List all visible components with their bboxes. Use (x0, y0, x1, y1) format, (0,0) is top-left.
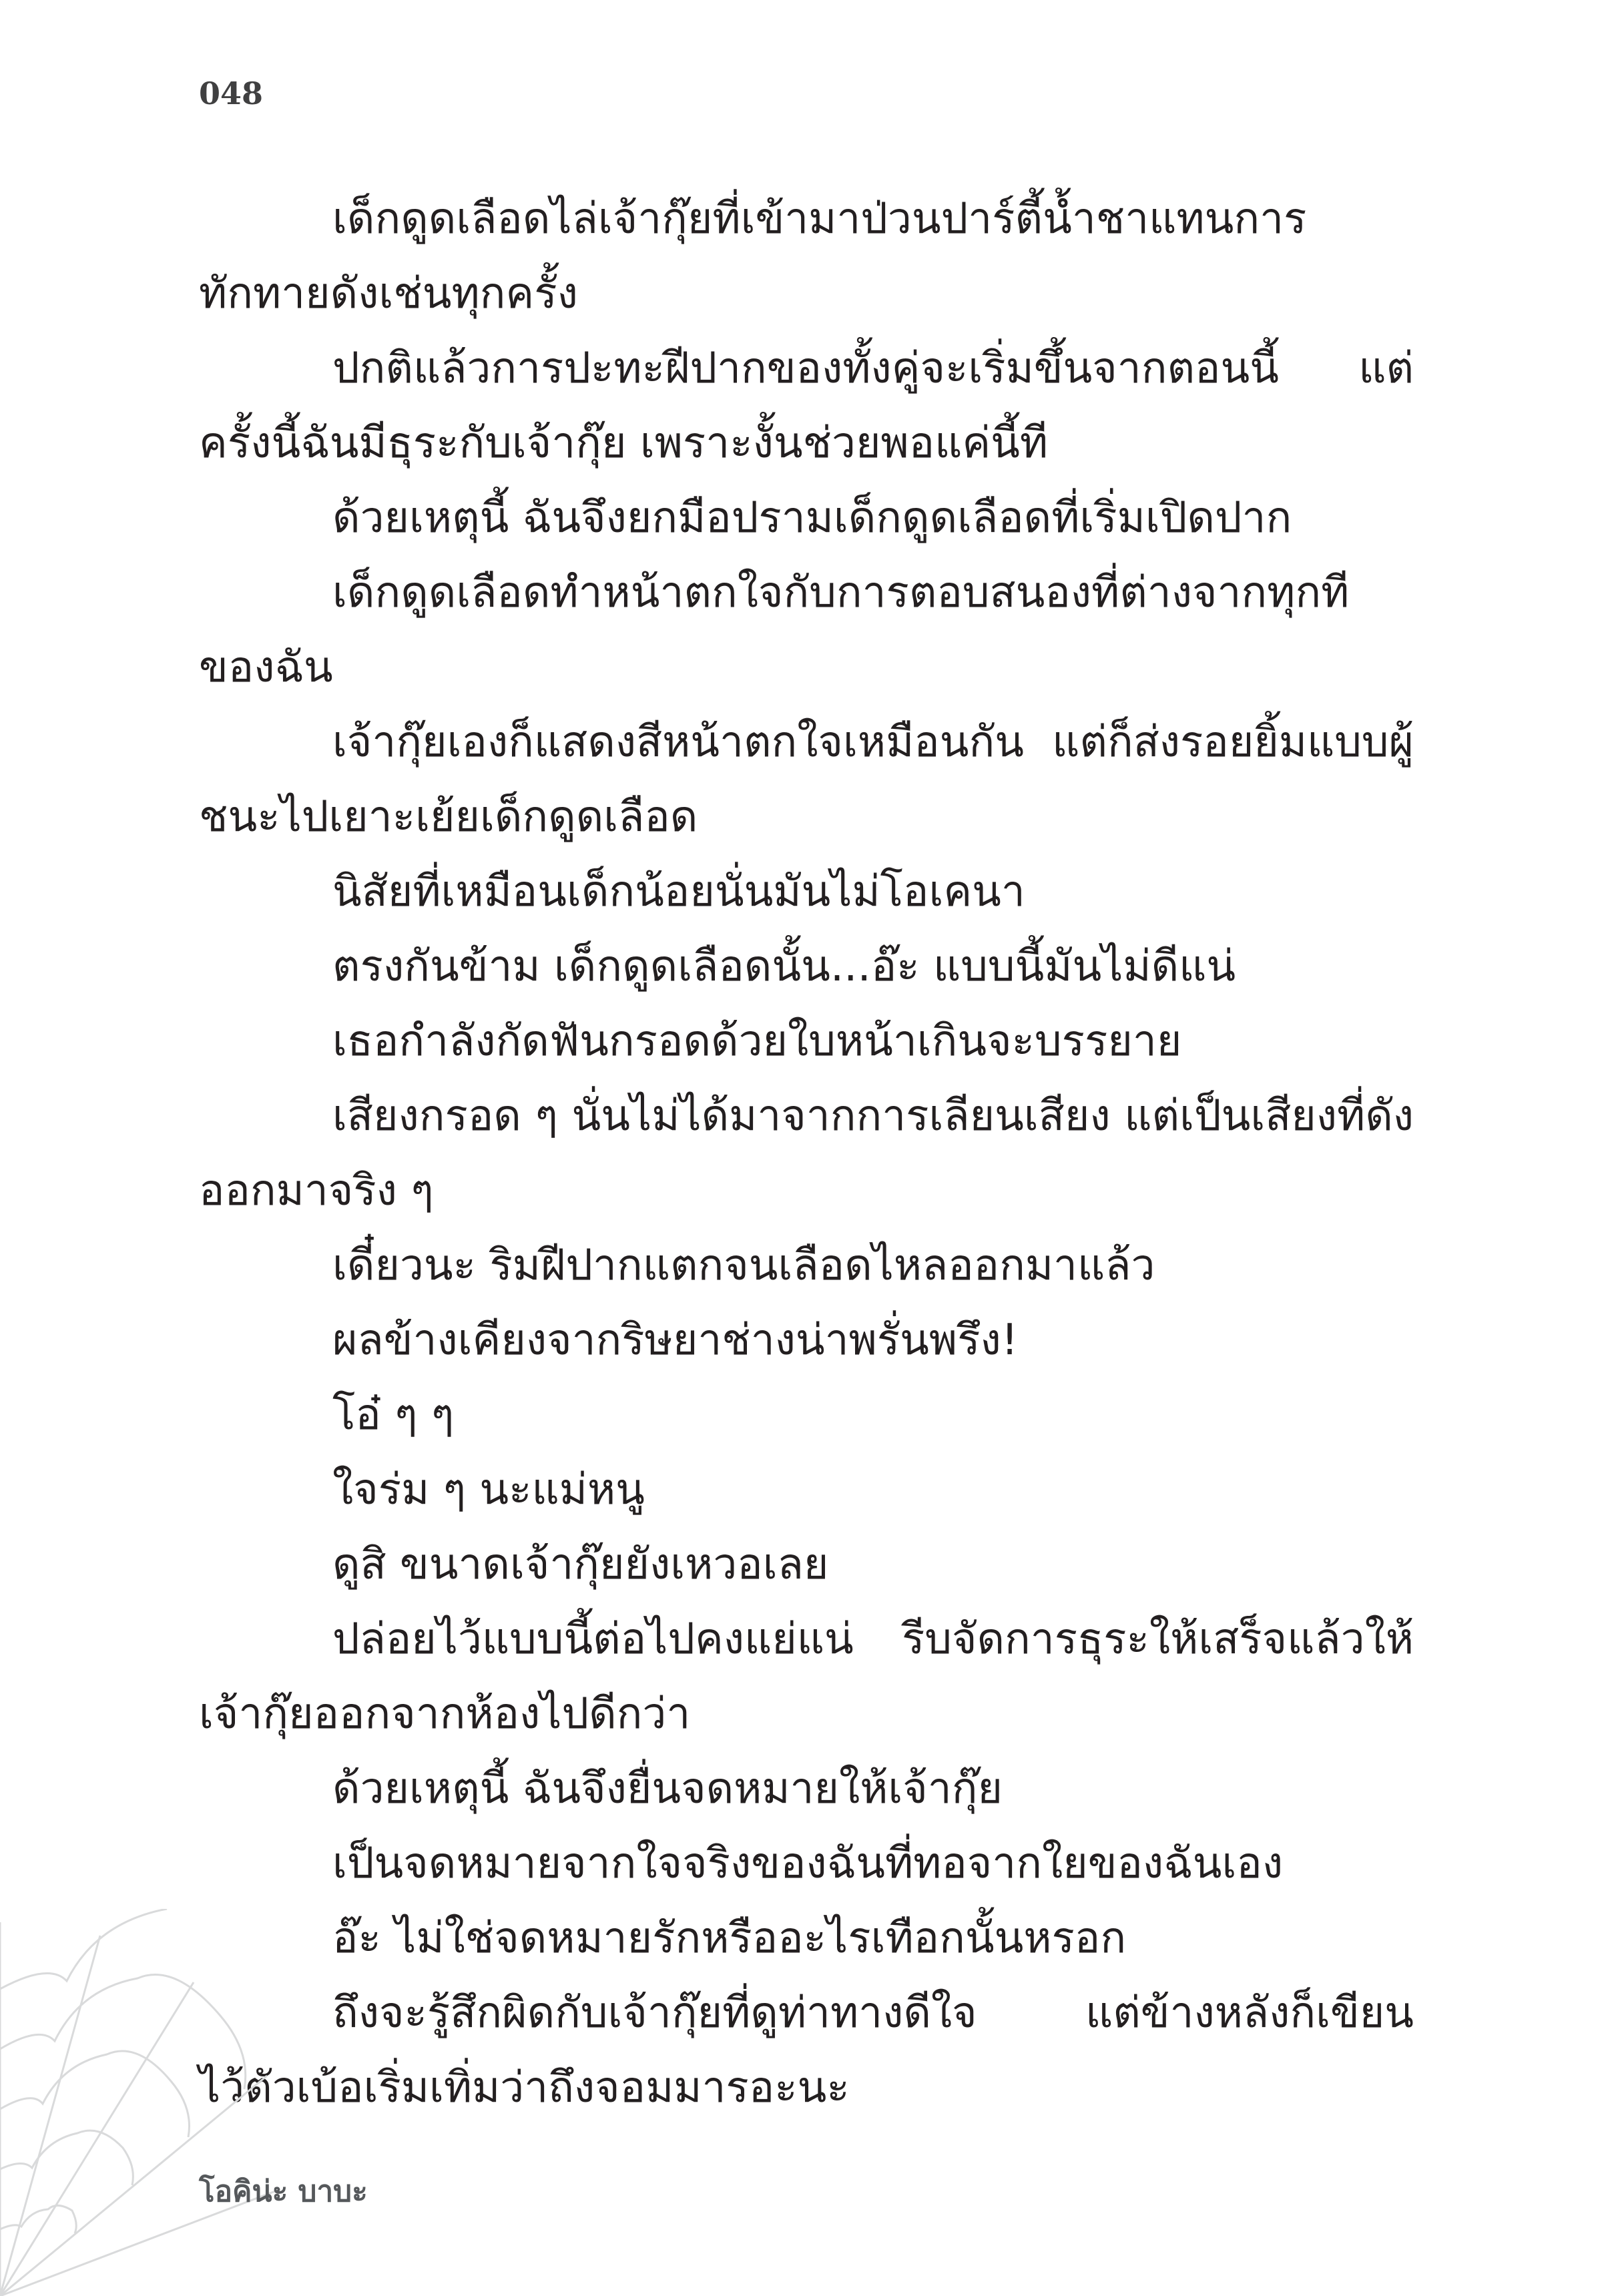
paragraph: นิสัยที่เหมือนเด็กน้อยนั่นมันไม่โอเคนา (332, 867, 1025, 916)
paragraph: ผลข้างเคียงจากริษยาช่างน่าพรั่นพรึง! (332, 1316, 1019, 1365)
paragraph: ดูสิ ขนาดเจ้ากุ๊ยยังเหวอเลย (332, 1540, 829, 1589)
paragraph: ใจร่ม ๆ นะแม่หนู (332, 1465, 645, 1514)
paragraph: ตรงกันข้าม เด็กดูดเลือดนั้น...อ๊ะ แบบนี้มันไม่ดีแน่ (332, 942, 1236, 991)
paragraph: เจ้ากุ๊ยเองก็แสดงสีหน้าตกใจเหมือนกัน แต่ก็ส่งรอยยิ้มแบบผู้ชนะไปเยาะเย้ยเด็กดูดเลือด (199, 718, 1414, 842)
paragraph: อ๊ะ ไม่ใช่จดหมายรักหรืออะไรเทือกนั้นหรอก (332, 1914, 1127, 1963)
paragraph: ปล่อยไว้แบบนี้ต่อไปคงแย่แน่ รีบจัดการธุระให้เสร็จแล้วให้เจ้ากุ๊ยออกจากห้องไปดีกว่า (199, 1615, 1414, 1739)
book-title-footer: โอคิน่ะ บาบะ (199, 2175, 368, 2209)
paragraph: เด็กดูดเลือดไล่เจ้ากุ๊ยที่เข้ามาป่วนปาร์ตี้น้ำชาแทนการทักทายดังเช่นทุกครั้ง (199, 194, 1307, 318)
paragraph: โอ๋ ๆ ๆ (332, 1390, 455, 1440)
paragraph: ด้วยเหตุนี้ ฉันจึงยื่นจดหมายให้เจ้ากุ๊ย (332, 1764, 1003, 1813)
paragraph: เสียงกรอด ๆ นั่นไม่ได้มาจากการเลียนเสียง แต่เป็นเสียงที่ดังออกมาจริง ๆ (199, 1091, 1414, 1215)
paragraph: ถึงจะรู้สึกผิดกับเจ้ากุ๊ยที่ดูท่าทางดีใจ แต่ข้างหลังก็เขียนไว้ตัวเบ้อเริ่มเทิ่มว่าถึงจอมมารอะนะ (199, 1988, 1414, 2112)
paragraph: เดี๋ยวนะ ริมฝีปากแตกจนเลือดไหลออกมาแล้ว (332, 1241, 1155, 1290)
paragraph: เธอกำลังกัดฟันกรอดด้วยใบหน้าเกินจะบรรยาย (332, 1017, 1182, 1066)
body-text (199, 182, 1414, 2125)
page-number: 048 (199, 75, 264, 111)
paragraph: เป็นจดหมายจากใจจริงของฉันที่ทอจากใยของฉันเอง (332, 1839, 1284, 1888)
paragraph: ด้วยเหตุนี้ ฉันจึงยกมือปรามเด็กดูดเลือดที่เริ่มเปิดปาก (332, 493, 1292, 543)
paragraph: เด็กดูดเลือดทำหน้าตกใจกับการตอบสนองที่ต่างจากทุกทีของฉัน (199, 568, 1350, 692)
paragraph: ปกติแล้วการปะทะฝีปากของทั้งคู่จะเริ่มขึ้นจากตอนนี้ แต่ครั้งนี้ฉันมีธุระกับเจ้ากุ๊ย เพราะงั้นช่วยพอแค่นี้ที (199, 344, 1414, 468)
